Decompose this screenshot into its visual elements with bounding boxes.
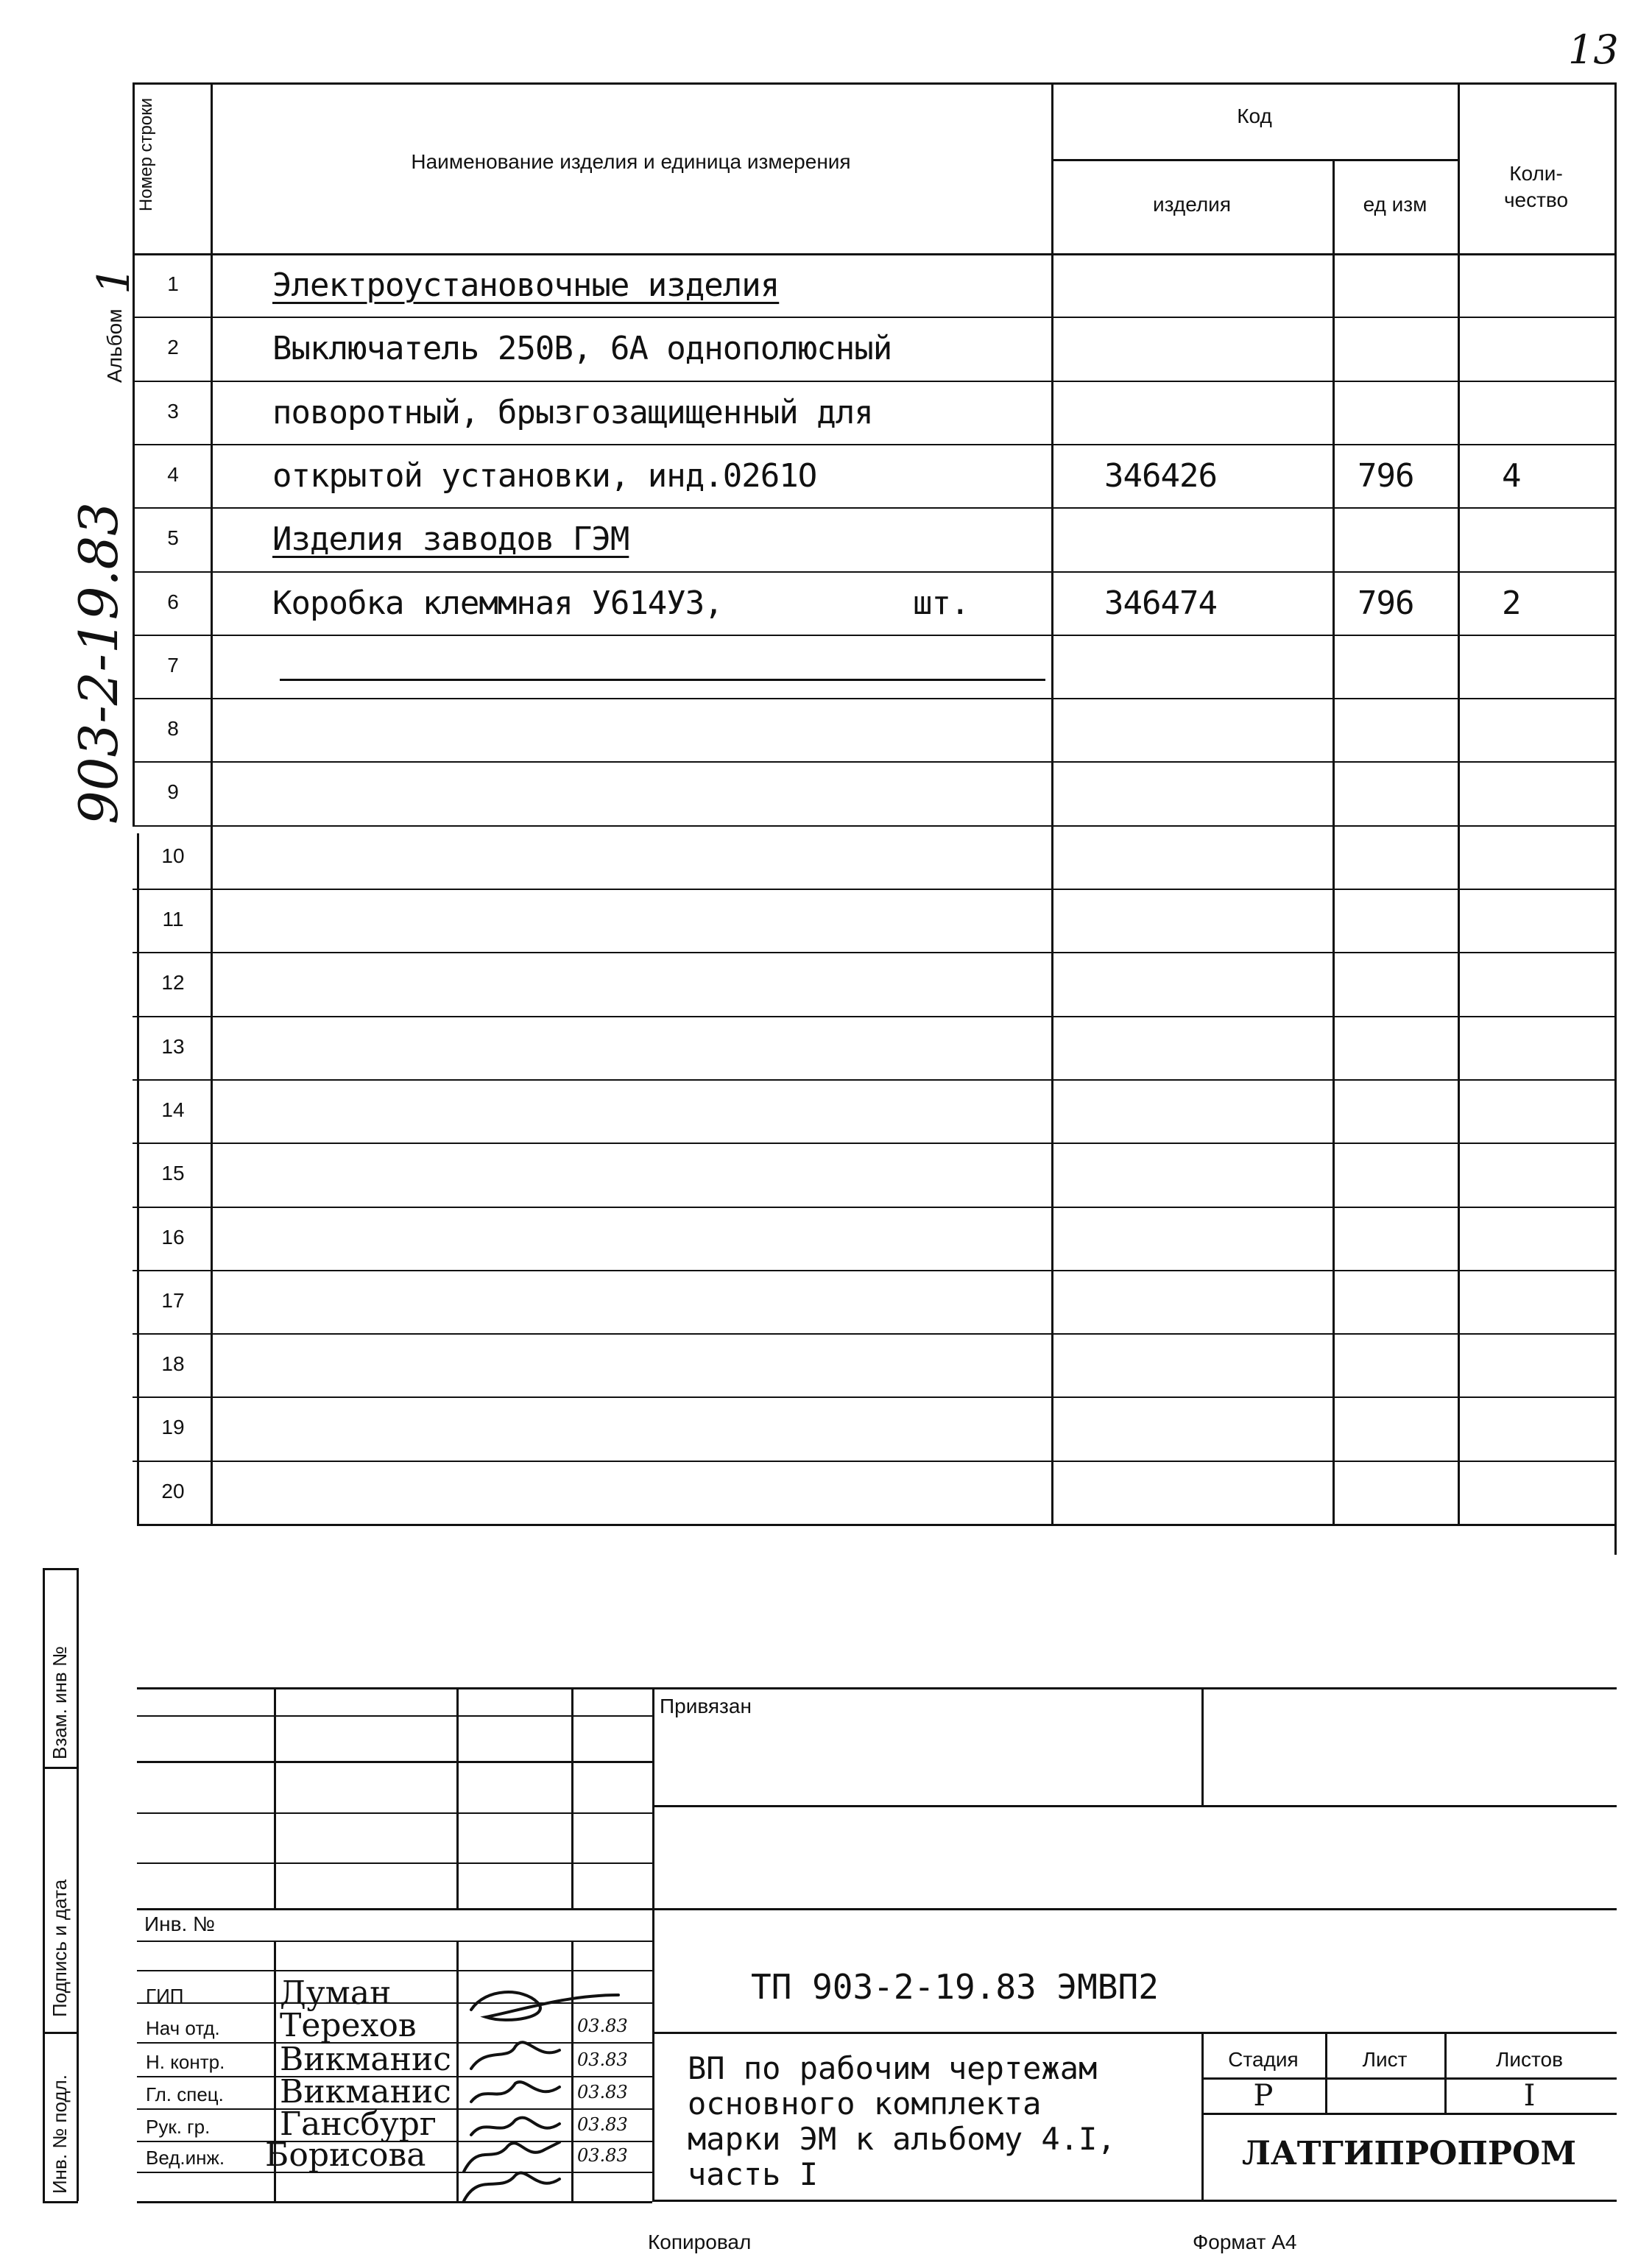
attached-label: Привязан [660,1695,752,1717]
row-separator [133,1143,1617,1144]
signatory-name: Гансбург [280,2105,437,2143]
signatory-date: 03.83 [577,2082,628,2102]
sheet-label: Лист [1362,2048,1408,2071]
sheets-label: Листов [1496,2048,1563,2071]
row-separator [133,444,1617,445]
handwritten-project-code: 903-2-19.83 [68,501,130,824]
row-separator [133,1016,1617,1017]
signatory-date: 03.83 [577,2114,628,2135]
header-code-item: изделия [1153,193,1231,216]
item-unit-code: 796 [1358,456,1414,495]
row-separator [133,635,1617,636]
signatory-role: Н. контр. [146,2051,225,2073]
row-number: 11 [162,908,184,931]
row-number: 12 [161,971,185,995]
document-title: ВП по рабочим чертежам основного комплекта марки ЭМ к альбому 4.I, часть I [688,2050,1116,2192]
organization-name: ЛАТГИПРОПРОМ [1241,2135,1577,2172]
row-separator [133,1079,1617,1081]
page-number: 13 [1568,27,1619,73]
item-name: Изделия заводов ГЭМ [272,520,629,559]
row-separator [133,698,1617,699]
item-name: Коробка клеммная У614УЗ, [272,584,723,622]
original-inv-label: Инв. № подл. [49,2074,71,2194]
row-number: 16 [161,1225,185,1249]
album-number: 1 [88,266,140,294]
row-separator [133,1333,1617,1335]
row-number: 14 [161,1098,185,1121]
signatory-role: Рук. гр. [146,2116,211,2138]
item-unit-code: 796 [1358,584,1414,622]
sheets-value: I [1523,2079,1536,2113]
item-name: поворотный, брызгозащищенный для [272,393,873,431]
signatory-date: 03.83 [577,2049,628,2070]
signatory-name: Думан [280,1974,392,2012]
row-separator [133,952,1617,953]
row-separator [133,381,1617,382]
row-separator [133,1270,1617,1271]
stage-value: Р [1253,2079,1274,2113]
item-quantity: 2 [1502,584,1521,622]
row-number: 20 [161,1479,185,1502]
format-label: Формат А4 [1193,2231,1297,2253]
signatory-name: Борисова [265,2136,426,2174]
row-separator [133,825,1617,827]
row-number: 2 [167,336,179,359]
signatory-date: 03.83 [577,2145,628,2166]
row-separator [133,571,1617,573]
header-code: Код [1237,105,1272,127]
row-number: 13 [161,1034,185,1058]
row-separator [133,761,1617,763]
signatory-role: Нач отд. [146,2017,220,2039]
signatory-role: Вед.инж. [146,2147,225,2169]
signatory-name: Терехов [280,2007,417,2044]
row-separator [133,1207,1617,1208]
row-number: 18 [161,1352,185,1376]
signatory-date: 03.83 [577,2016,628,2036]
header-row-number: Номер строки [136,97,156,212]
item-name: Выключатель 250В, 6А однополюсный [272,330,892,368]
row-number: 1 [167,272,179,295]
row-separator [133,1461,1617,1462]
signature-scribbles [456,1980,655,2208]
row-number: 3 [167,399,179,423]
row-number: 4 [167,462,179,486]
row-number: 5 [167,526,179,550]
signature-date-label: Подпись и дата [49,1879,71,2017]
header-name: Наименование изделия и единица измерения [411,150,851,173]
row-number: 7 [167,653,179,677]
header-quantity: Коли- чество [1503,162,1569,211]
row-number: 19 [161,1416,185,1439]
signatory-name: Викманис [280,2041,451,2078]
stage-label: Стадия [1228,2048,1299,2071]
signatory-role: Гл. спец. [146,2083,224,2105]
row-number: 17 [161,1288,185,1312]
row-separator [133,889,1617,890]
item-quantity: 4 [1502,456,1521,495]
copied-label: Копировал [648,2231,752,2253]
signatory-role: ГИП [146,1985,184,2007]
album-label: Альбом [103,308,126,383]
empty-row-dash [280,679,1045,681]
row-number: 10 [161,844,185,867]
replacement-inv-label: Взам. инв № [49,1646,71,1759]
row-number: 6 [167,590,179,613]
item-code: 346426 [1104,456,1217,495]
row-separator [133,1396,1617,1398]
document-code: ТП 903-2-19.83 ЭМВП2 [751,1967,1159,2007]
inv-number-label: Инв. № [144,1913,216,1935]
row-separator [133,507,1617,509]
item-name: Электроустановочные изделия [272,266,780,304]
row-number: 15 [161,1162,185,1185]
item-code: 346474 [1104,584,1217,622]
signatory-name: Викманис [280,2073,451,2111]
row-number: 9 [167,780,179,804]
row-number: 8 [167,717,179,741]
item-unit-text: шт. [913,584,970,622]
header-code-unit: ед изм [1363,193,1427,216]
row-separator [133,317,1617,318]
item-name: открытой установки, инд.0261О [272,456,817,495]
